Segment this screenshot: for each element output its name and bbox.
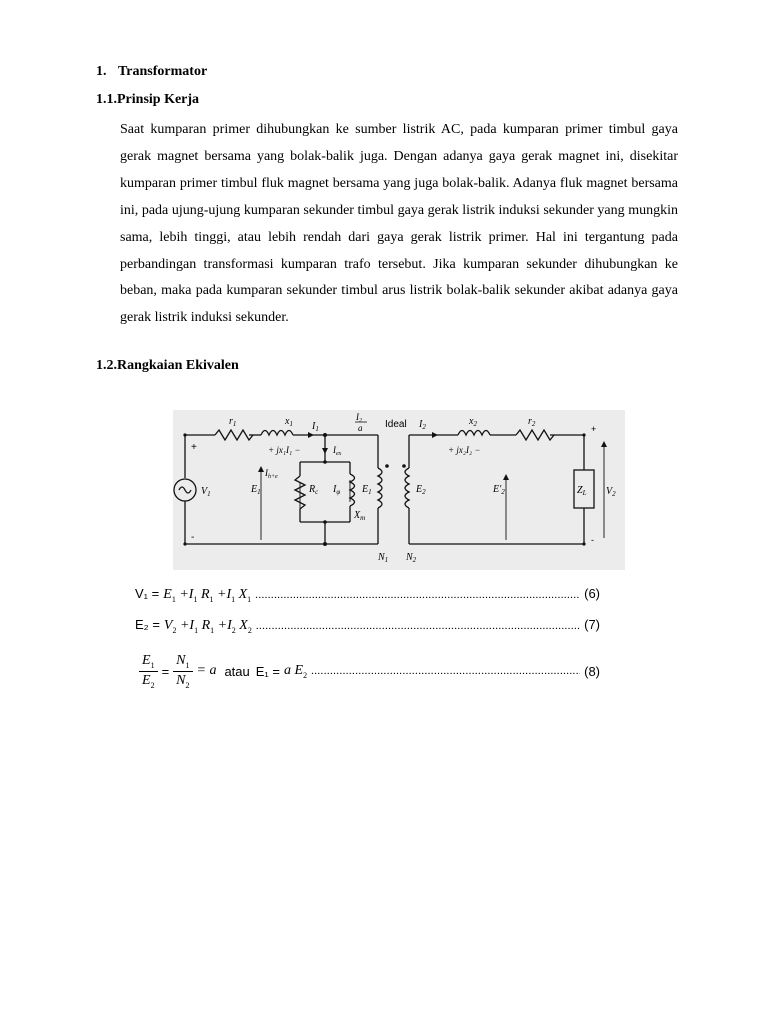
- label-N1: $N_1$: [378, 552, 389, 564]
- label-x2: $x_2$: [469, 416, 477, 428]
- equation-7-leader: [256, 620, 580, 632]
- equation-7-rhs: $V_2 +I_1$ $R_1 +I_2$ $X_2$: [163, 618, 252, 635]
- section-number: 1.: [96, 64, 107, 79]
- label-E1: $E_1$: [251, 484, 261, 496]
- x2-inductor-symbol: [458, 431, 490, 436]
- label-ZL: $Z_L$: [577, 485, 587, 497]
- equivalent-circuit-diagram: [173, 410, 625, 570]
- circuit-markers: [183, 432, 607, 546]
- label-ideal: Ideal: [385, 419, 407, 430]
- label-plus-right: +: [591, 424, 597, 434]
- r1-resistor-symbol: [215, 430, 253, 440]
- equivalent-circuit-figure: [173, 410, 625, 570]
- label-Xm: $X_m$: [354, 510, 366, 522]
- label-I1: $I_1$: [312, 421, 319, 433]
- equation-6: [135, 586, 600, 608]
- label-E2-prime: $E'_2$: [493, 484, 505, 496]
- label-r1: $r_1$: [229, 416, 237, 428]
- label-N2: $N_2$: [406, 552, 417, 564]
- r2-resistor-symbol: [516, 430, 554, 440]
- equation-8-atau: atau: [224, 663, 250, 679]
- label-I2-over-a-num: $I_2$: [356, 412, 362, 424]
- equation-8-leader: [311, 665, 580, 677]
- label-r2: $r_2$: [528, 416, 536, 428]
- label-E1-coil: $E_1$: [362, 484, 372, 496]
- label-jx1I1: + jx₁I₁ −: [268, 445, 301, 455]
- fraction-n1-over-n2: $\frac{N_1}{N_2}$: [173, 653, 192, 690]
- equation-8-aE2: a $E_2$: [284, 662, 308, 680]
- body-paragraph: Saat kumparan primer dihubungkan ke sumber listrik AC, pada kumparan primer timbul gaya gerak magnet bersama yang bolak-balik juga. Dengan adanya gaya gerak magnet ini, disekitar kumparan primer timbul fluk magnet bersama yang juga bolak-balik. Adanya fluk magnet bersama ini, pada ujung-ujung kumparan sekunder timbul gaya gerak listrik induksi sekunder yang mungkin sama, lebih tinggi, atau lebih rendah dari gaya gerak listrik primer. Hal ini tergantung pada perbandingan transformasi kumparan trafo tersebut. Jika kumparan sekunder dihubungkan ke beban, maka pada kumparan sekunder timbul arus listrik bolak-balik sekunder akibat adanya gaya gerak listrik induksi sekunder.: [120, 122, 678, 326]
- label-I2-over-a-den: a: [358, 423, 363, 433]
- subsection-heading-rangkaian-ekivalen: 1.2.Rangkaian Ekivalen: [96, 358, 239, 373]
- x1-inductor-symbol: [261, 431, 293, 436]
- subsection-heading-prinsip-kerja: 1.1.Prinsip Kerja: [96, 92, 200, 107]
- equation-6-leader: [255, 589, 580, 601]
- label-plus-left: +: [191, 442, 197, 453]
- label-I2: $I_2$: [419, 419, 426, 431]
- label-Rc: $R_c$: [309, 484, 319, 496]
- equation-7-number: (7): [584, 617, 600, 632]
- label-Ihe: $I_{h+e}$: [265, 468, 278, 480]
- equation-6-number: (6): [584, 586, 600, 601]
- label-minus-left: -: [191, 532, 195, 543]
- equation-8-equals: =: [161, 663, 170, 679]
- equation-8-equals-a: = a: [196, 663, 217, 678]
- section-title: Transformator: [118, 64, 208, 79]
- label-V1: $V_1$: [201, 486, 211, 498]
- label-Iex: $I_{ex}$: [333, 445, 342, 457]
- section-heading: [96, 64, 207, 80]
- primary-coil-symbol: [378, 468, 382, 508]
- equation-6-rhs: $E_1 +I_1$ $R_1 +I_1$ $X_1$: [163, 587, 252, 604]
- label-E2: $E_2$: [416, 484, 426, 496]
- label-minus-right: -: [591, 535, 594, 545]
- label-Iphi: $I_\varphi$: [333, 484, 341, 496]
- equation-8: [135, 650, 600, 692]
- secondary-coil-symbol: [405, 468, 409, 508]
- equation-7-lhs: E₂ =: [135, 617, 160, 632]
- equation-7: [135, 617, 600, 639]
- circuit-wires: [174, 430, 604, 544]
- equation-6-lhs: V₁ =: [135, 586, 160, 601]
- label-V2: $V_2$: [606, 486, 616, 498]
- label-jx2I2: + jx₂I₂ −: [448, 445, 481, 455]
- equation-8-e1-equals: E₁ =: [255, 663, 281, 679]
- equation-8-number: (8): [584, 663, 600, 679]
- xm-inductor-symbol: [350, 474, 355, 506]
- fraction-e1-over-e2: $\frac{E_1}{E_2}$: [139, 653, 158, 690]
- label-x1: $x_1$: [285, 416, 293, 428]
